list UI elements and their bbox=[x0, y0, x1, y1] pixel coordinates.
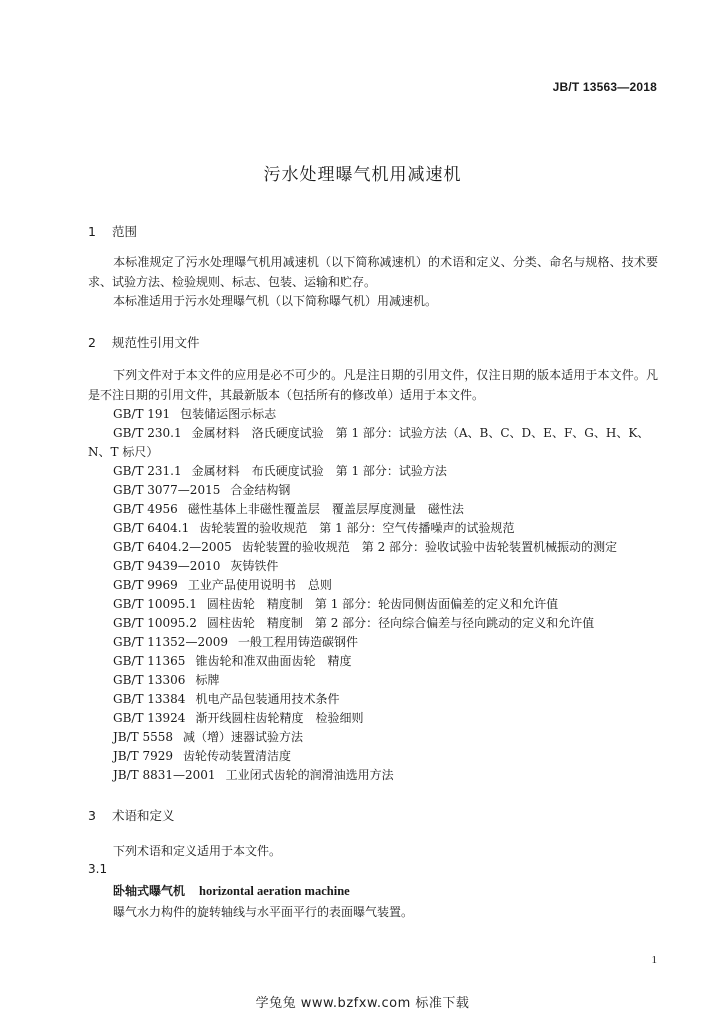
normative-references-list bbox=[88, 405, 673, 785]
reference-item: GB/T 230.1 金属材料 洛氏硬度试验 第 1 部分：试验方法（A、B、C、D、E、F、G、H、K、 N、T 标尺） bbox=[88, 426, 650, 459]
section-2-intro bbox=[88, 366, 658, 405]
paragraph-text: 下列文件对于本文件的应用是必不可少的。凡是注日期的引用文件，仅注日期的版本适用于本文件。凡是不注日期的引用文件，其最新版本（包括所有的修改单）适用于本文件。 bbox=[88, 368, 658, 402]
reference-item: GB/T 11352—2009 一般工程用铸造碳钢件 bbox=[113, 635, 358, 649]
paragraph-text: 本标准适用于污水处理曝气机（以下简称曝气机）用减速机。 bbox=[113, 294, 438, 308]
reference-item: GB/T 9969 工业产品使用说明书 总则 bbox=[113, 578, 332, 592]
reference-item: JB/T 8831—2001 工业闭式齿轮的润滑油选用方法 bbox=[113, 768, 394, 782]
document-title: 污水处理曝气机用减速机 bbox=[263, 165, 462, 185]
section-title: 范围 bbox=[111, 224, 137, 239]
term-number: 3.1 bbox=[88, 862, 108, 876]
term-name bbox=[113, 882, 350, 899]
page-number: 1 bbox=[651, 954, 657, 966]
reference-item: GB/T 10095.2 圆柱齿轮 精度制 第 2 部分：径向综合偏差与径向跳动的定义和允许值 bbox=[113, 616, 595, 630]
watermark-footer: 学兔兔 www.bzfxw.com 标准下载 bbox=[255, 996, 470, 1011]
section-title: 术语和定义 bbox=[111, 808, 175, 823]
section-number: 2 bbox=[88, 335, 96, 350]
section-1-paragraph-1 bbox=[88, 253, 658, 292]
reference-item: GB/T 10095.1 圆柱齿轮 精度制 第 1 部分：轮齿同侧齿面偏差的定义和允许值 bbox=[113, 597, 559, 611]
reference-item: GB/T 191 包装储运图示标志 bbox=[113, 407, 277, 421]
reference-item: GB/T 9439—2010 灰铸铁件 bbox=[113, 559, 279, 573]
section-number: 1 bbox=[88, 224, 96, 239]
section-3-heading bbox=[88, 806, 175, 824]
reference-item: JB/T 5558 减（增）速器试验方法 bbox=[113, 730, 304, 744]
reference-item: GB/T 4956 磁性基体上非磁性覆盖层 覆盖层厚度测量 磁性法 bbox=[113, 502, 464, 516]
reference-item: GB/T 3077—2015 合金结构钢 bbox=[113, 483, 291, 497]
reference-item: JB/T 7929 齿轮传动装置清洁度 bbox=[113, 749, 292, 763]
paragraph-text: 本标准规定了污水处理曝气机用减速机（以下简称减速机）的术语和定义、分类、命名与规格、技术要求、试验方法、检验规则、标志、包装、运输和贮存。 bbox=[88, 255, 658, 289]
reference-item: GB/T 231.1 金属材料 布氏硬度试验 第 1 部分：试验方法 bbox=[113, 464, 447, 478]
paragraph-text: 下列术语和定义适用于本文件。 bbox=[113, 844, 282, 858]
section-number: 3 bbox=[88, 808, 96, 823]
section-1-paragraph-2 bbox=[88, 292, 658, 312]
section-2-heading bbox=[88, 333, 200, 351]
term-definition: 曝气水力构件的旋转轴线与水平面平行的表面曝气装置。 bbox=[113, 905, 414, 919]
reference-item: GB/T 11365 锥齿轮和准双曲面齿轮 精度 bbox=[113, 654, 352, 668]
reference-item: GB/T 13924 渐开线圆柱齿轮精度 检验细则 bbox=[113, 711, 364, 725]
reference-item: GB/T 6404.2—2005 齿轮装置的验收规范 第 2 部分：验收试验中齿轮装置机械振动的测定 bbox=[113, 540, 618, 554]
section-1-heading bbox=[88, 222, 137, 240]
term-name-en: horizontal aeration machine bbox=[199, 884, 350, 898]
section-title: 规范性引用文件 bbox=[111, 335, 200, 350]
reference-item: GB/T 6404.1 齿轮装置的验收规范 第 1 部分：空气传播噪声的试验规范 bbox=[113, 521, 515, 535]
reference-item: GB/T 13384 机电产品包装通用技术条件 bbox=[113, 692, 340, 706]
document-code: JB/T 13563—2018 bbox=[552, 80, 657, 94]
section-3-intro bbox=[88, 842, 658, 862]
term-name-zh: 卧轴式曝气机 bbox=[113, 884, 186, 898]
reference-item: GB/T 13306 标牌 bbox=[113, 673, 220, 687]
